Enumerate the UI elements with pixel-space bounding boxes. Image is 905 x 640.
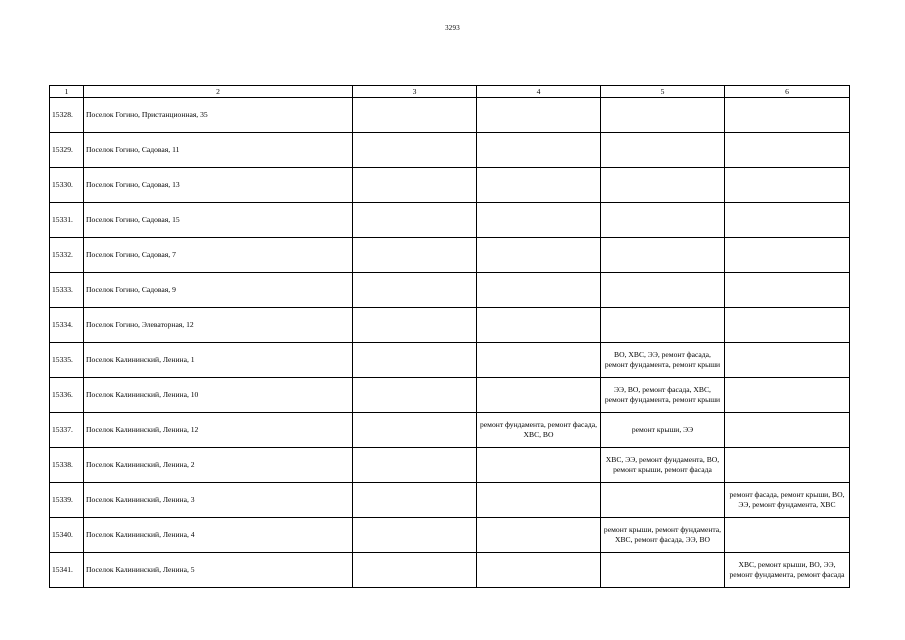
address-cell: Поселок Гогино, Садовая, 13 [84,168,353,203]
table-body [50,98,850,588]
column-4-cell [477,133,601,168]
row-number: 15330. [50,168,84,203]
column-6-cell [725,133,850,168]
address-cell: Поселок Гогино, Садовая, 15 [84,203,353,238]
column-5-cell [601,168,725,203]
row-number: 15333. [50,273,84,308]
row-number: 15335. [50,343,84,378]
column-5-cell: ВО, ХВС, ЭЭ, ремонт фасада, ремонт фундамента, ремонт крыши [601,343,725,378]
table-header [50,86,850,98]
column-6-cell [725,378,850,413]
column-3-cell [353,413,477,448]
column-5-cell [601,203,725,238]
column-3-cell [353,448,477,483]
address-cell: Поселок Калининский, Ленина, 1 [84,343,353,378]
column-4-cell [477,203,601,238]
column-5-cell: ХВС, ЭЭ, ремонт фундамента, ВО, ремонт крыши, ремонт фасада [601,448,725,483]
column-3-cell [353,378,477,413]
table-row [50,553,850,588]
column-header: 5 [601,86,725,98]
address-cell: Поселок Калининский, Ленина, 10 [84,378,353,413]
column-4-cell [477,343,601,378]
column-6-cell: ремонт фасада, ремонт крыши, ВО, ЭЭ, ремонт фундамента, ХВС [725,483,850,518]
column-5-cell [601,553,725,588]
row-number: 15340. [50,518,84,553]
column-header: 3 [353,86,477,98]
column-4-cell [477,238,601,273]
row-number: 15331. [50,203,84,238]
table-row [50,413,850,448]
row-number: 15338. [50,448,84,483]
column-3-cell [353,238,477,273]
column-header: 1 [50,86,84,98]
column-5-cell [601,273,725,308]
header-row [50,86,850,98]
register-table [49,85,850,588]
row-number: 15341. [50,553,84,588]
column-3-cell [353,308,477,343]
row-number: 15329. [50,133,84,168]
column-4-cell [477,518,601,553]
address-cell: Поселок Калининский, Ленина, 5 [84,553,353,588]
column-6-cell [725,413,850,448]
column-4-cell [477,553,601,588]
column-5-cell [601,133,725,168]
row-number: 15339. [50,483,84,518]
column-5-cell [601,308,725,343]
address-cell: Поселок Калининский, Ленина, 2 [84,448,353,483]
table-row [50,308,850,343]
column-3-cell [353,98,477,133]
column-3-cell [353,518,477,553]
column-header: 2 [84,86,353,98]
column-4-cell [477,483,601,518]
table-row [50,203,850,238]
column-5-cell [601,98,725,133]
address-cell: Поселок Гогино, Элеваторная, 12 [84,308,353,343]
table-row [50,273,850,308]
address-cell: Поселок Калининский, Ленина, 12 [84,413,353,448]
column-6-cell [725,238,850,273]
column-4-cell [477,98,601,133]
column-3-cell [353,133,477,168]
column-header: 6 [725,86,850,98]
row-number: 15334. [50,308,84,343]
column-5-cell [601,238,725,273]
column-4-cell: ремонт фундамента, ремонт фасада, ХВС, ВО [477,413,601,448]
column-4-cell [477,308,601,343]
column-3-cell [353,483,477,518]
row-number: 15337. [50,413,84,448]
column-3-cell [353,553,477,588]
table-row [50,98,850,133]
column-6-cell: ХВС, ремонт крыши, ВО, ЭЭ, ремонт фундамента, ремонт фасада [725,553,850,588]
column-3-cell [353,168,477,203]
column-3-cell [353,273,477,308]
column-3-cell [353,203,477,238]
address-cell: Поселок Гогино, Пристанционная, 35 [84,98,353,133]
table-row [50,238,850,273]
column-4-cell [477,448,601,483]
address-cell: Поселок Калининский, Ленина, 4 [84,518,353,553]
table-row [50,133,850,168]
column-header: 4 [477,86,601,98]
column-6-cell [725,203,850,238]
column-6-cell [725,518,850,553]
column-6-cell [725,98,850,133]
column-5-cell: ремонт крыши, ЭЭ [601,413,725,448]
row-number: 15332. [50,238,84,273]
column-3-cell [353,343,477,378]
address-cell: Поселок Калининский, Ленина, 3 [84,483,353,518]
table-row [50,483,850,518]
column-4-cell [477,168,601,203]
column-6-cell [725,168,850,203]
address-cell: Поселок Гогино, Садовая, 7 [84,238,353,273]
row-number: 15336. [50,378,84,413]
column-6-cell [725,273,850,308]
column-6-cell [725,308,850,343]
table-row [50,378,850,413]
address-cell: Поселок Гогино, Садовая, 9 [84,273,353,308]
table-row [50,518,850,553]
column-5-cell: ЭЭ, ВО, ремонт фасада, ХВС, ремонт фундамента, ремонт крыши [601,378,725,413]
address-cell: Поселок Гогино, Садовая, 11 [84,133,353,168]
column-5-cell [601,483,725,518]
table-row [50,343,850,378]
column-4-cell [477,273,601,308]
column-4-cell [477,378,601,413]
row-number: 15328. [50,98,84,133]
table-row [50,448,850,483]
column-6-cell [725,343,850,378]
column-5-cell: ремонт крыши, ремонт фундамента, ХВС, ремонт фасада, ЭЭ, ВО [601,518,725,553]
column-6-cell [725,448,850,483]
page-number: 3293 [445,24,460,32]
table-row [50,168,850,203]
